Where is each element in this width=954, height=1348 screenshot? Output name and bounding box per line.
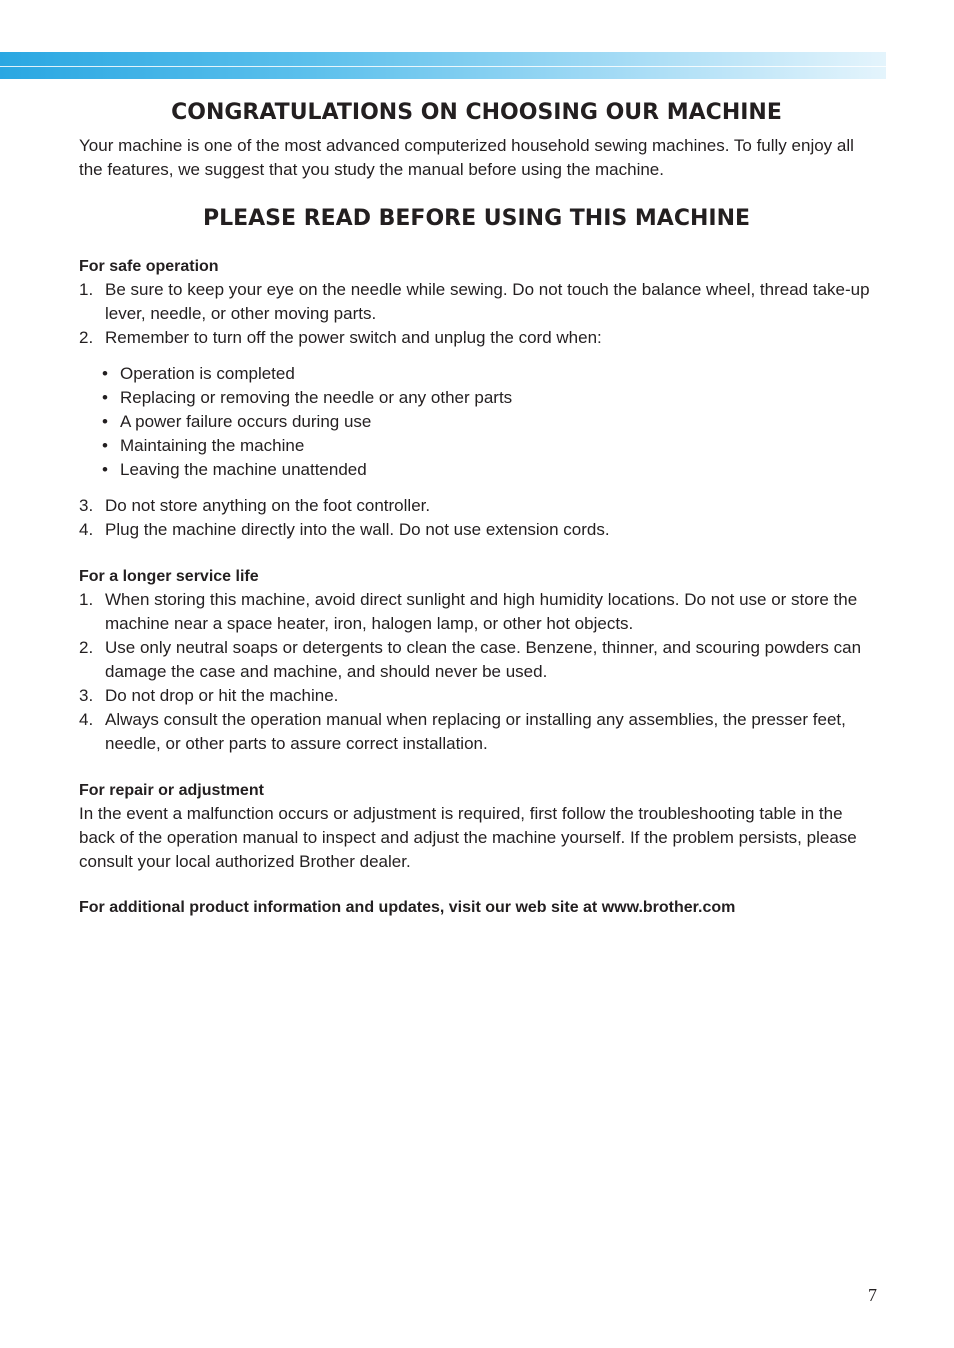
safe-operation-list	[79, 278, 874, 350]
bullet-icon: •	[102, 364, 108, 383]
bullet-text: A power failure occurs during use	[120, 412, 372, 431]
list-item	[79, 684, 874, 708]
page-title: CONGRATULATIONS ON CHOOSING OUR MACHINE	[171, 100, 782, 125]
item-text: Be sure to keep your eye on the needle while sewing. Do not touch the balance wheel, thread take-up lever, needle, or other moving parts.	[105, 280, 870, 323]
bullet-item	[79, 362, 874, 386]
item-text: Remember to turn off the power switch and unplug the cord when:	[105, 328, 602, 347]
bullet-text: Replacing or removing the needle or any other parts	[120, 388, 513, 407]
bullet-item	[79, 434, 874, 458]
item-text: Always consult the operation manual when replacing or installing any assemblies, the presser feet, needle, or other parts to assure correct installation.	[105, 710, 846, 753]
item-text: When storing this machine, avoid direct sunlight and high humidity locations. Do not use or store the machine near a space heater, iron, halogen lamp, or other hot objects.	[105, 590, 858, 633]
repair-paragraph: In the event a malfunction occurs or adjustment is required, first follow the troubleshooting table in the back of the operation manual to inspect and adjust the machine yourself. If the problem persists, please consult your local authorized Brother dealer.	[79, 804, 857, 871]
service-life-list	[79, 588, 874, 756]
list-item	[79, 494, 874, 518]
intro-paragraph: Your machine is one of the most advanced computerized household sewing machines. To fully enjoy all the features, we suggest that you study the manual before using the machine.	[79, 136, 854, 179]
list-item	[79, 636, 874, 684]
bullet-text: Maintaining the machine	[120, 436, 305, 455]
page-number: 7	[868, 1285, 877, 1305]
list-item	[79, 518, 874, 542]
unplug-conditions-list	[79, 362, 874, 482]
safe-operation-list-continued	[79, 494, 874, 542]
web-site-note: For additional product information and updates, visit our web site at www.brother.com	[79, 899, 736, 916]
bullet-item	[79, 386, 874, 410]
safe-operation-heading: For safe operation	[79, 258, 219, 275]
item-number: 2.	[79, 638, 94, 657]
item-text: Do not store anything on the foot controller.	[105, 496, 431, 515]
item-number: 4.	[79, 520, 94, 539]
bullet-item	[79, 410, 874, 434]
bullet-icon: •	[102, 388, 108, 407]
bullet-icon: •	[102, 460, 108, 479]
bullet-item	[79, 458, 874, 482]
item-number: 1.	[79, 590, 94, 609]
section-title: PLEASE READ BEFORE USING THIS MACHINE	[202, 206, 751, 231]
item-number: 1.	[79, 280, 94, 299]
list-item	[79, 588, 874, 636]
item-number: 3.	[79, 496, 94, 515]
repair-heading: For repair or adjustment	[79, 782, 264, 799]
list-item	[79, 326, 874, 350]
service-life-heading: For a longer service life	[79, 568, 259, 585]
item-text: Use only neutral soaps or detergents to clean the case. Benzene, thinner, and scouring powders can damage the case and machine, and should never be used.	[105, 638, 862, 681]
item-number: 2.	[79, 328, 94, 347]
bullet-text: Leaving the machine unattended	[120, 460, 367, 479]
item-text: Plug the machine directly into the wall. Do not use extension cords.	[105, 520, 610, 539]
list-item	[79, 708, 874, 756]
bullet-text: Operation is completed	[120, 364, 295, 383]
bullet-icon: •	[102, 436, 108, 455]
item-number: 3.	[79, 686, 94, 705]
page-content	[79, 98, 874, 920]
item-text: Do not drop or hit the machine.	[105, 686, 339, 705]
item-number: 4.	[79, 710, 94, 729]
list-item	[79, 278, 874, 326]
header-band-line	[0, 66, 886, 67]
bullet-icon: •	[102, 412, 108, 431]
